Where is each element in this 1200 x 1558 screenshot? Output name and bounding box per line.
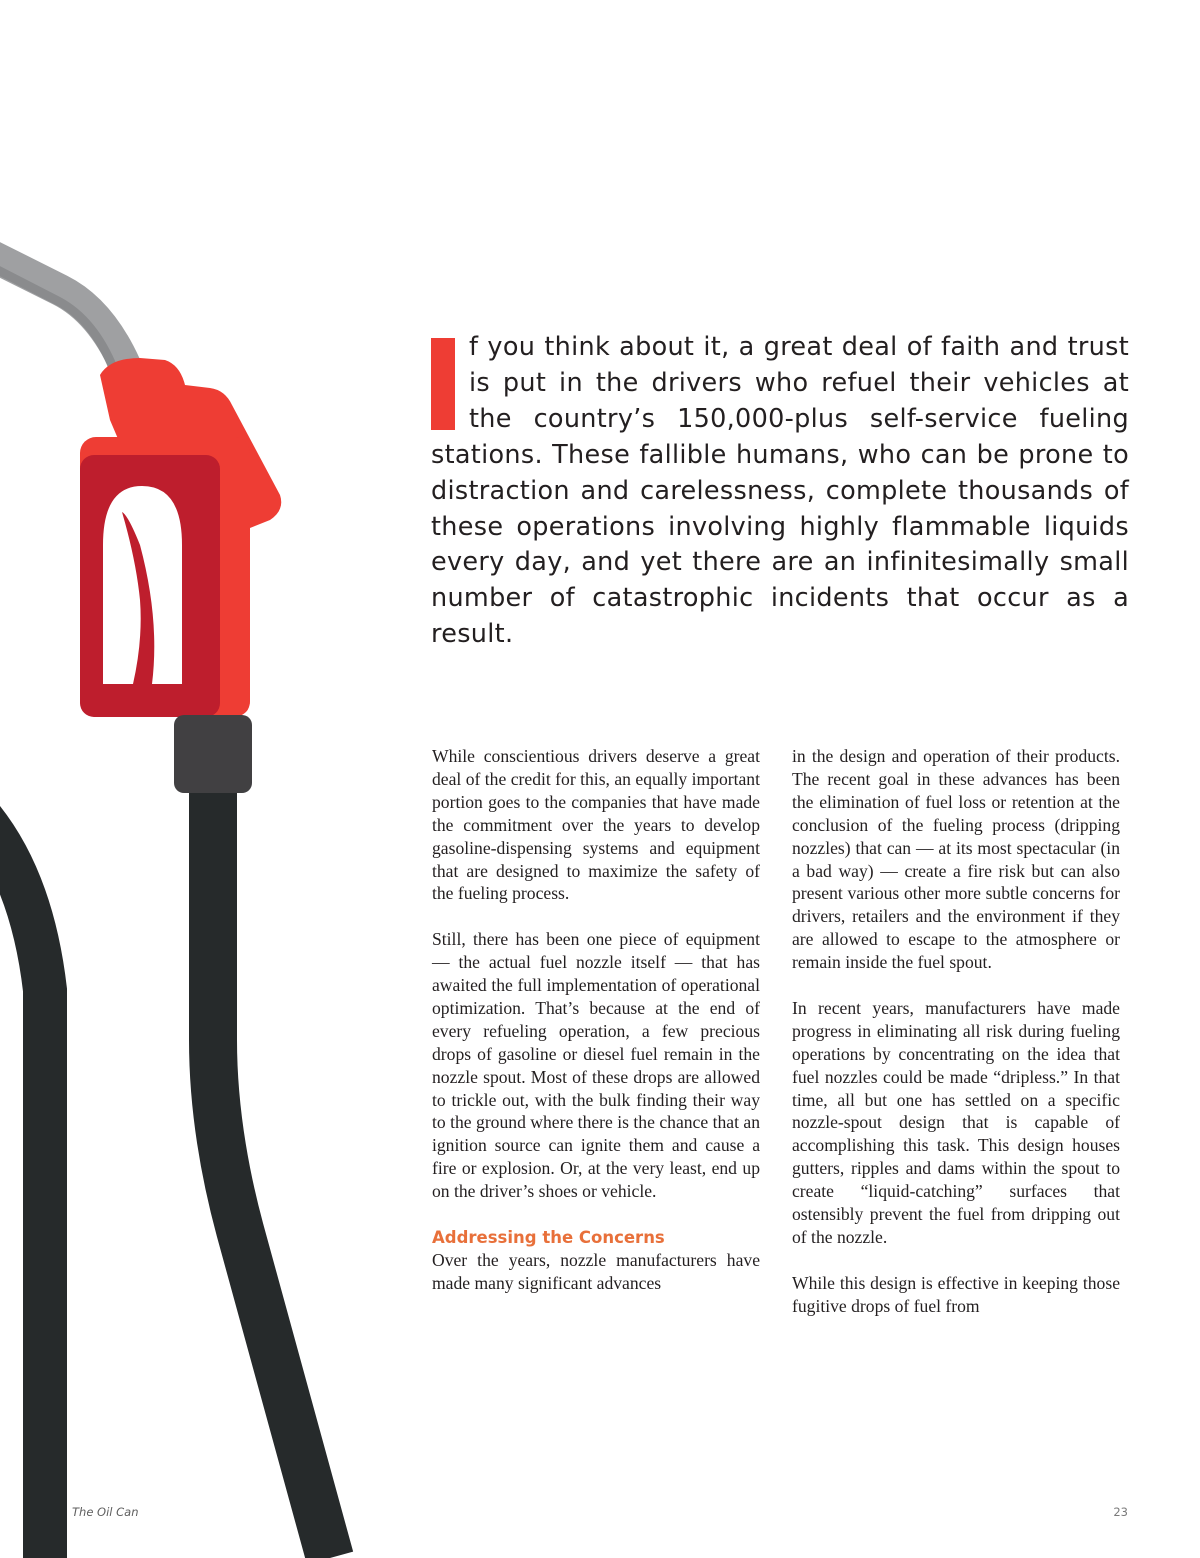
body-paragraph: Over the years, nozzle manufacturers have made many significant advances bbox=[432, 1250, 760, 1293]
hose-curve-left bbox=[0, 795, 45, 1558]
publication-name: The Oil Can bbox=[72, 1505, 139, 1519]
article-column-left bbox=[432, 745, 760, 1295]
body-paragraph: While this design is effective in keeping those fugitive drops of fuel from bbox=[792, 1272, 1120, 1316]
hose-main bbox=[213, 770, 330, 1558]
lead-paragraph bbox=[431, 330, 1129, 653]
dropcap-bar bbox=[431, 338, 455, 430]
lead-text: f you think about it, a great deal of faith and trust is put in the drivers who refuel their vehicles at the country’s 150,000-plus self-service fueling stations. These fallible humans, who can be prone to distraction and carelessness, complete thousands of these operations involving highly flammable liquids every day, and yet there are an infinitesimally small number of catastrophic incidents that occur as a result. bbox=[431, 332, 1129, 650]
page-number: 23 bbox=[1113, 1505, 1128, 1519]
section-heading: Addressing the Concerns bbox=[432, 1228, 665, 1247]
body-paragraph: In recent years, manufacturers have made progress in eliminating all risk during fueling operations by concentrating on the idea that fuel nozzles could be made “dripless.” In that time, all but one has settled on a specific nozzle-spout design that is capable of accomplishing this task. This design houses gutters, ripples and dams within the spout to create “liquid-catching” surfaces that ostensibly prevent the fuel from dripping out of the nozzle. bbox=[792, 997, 1120, 1248]
article-column-right bbox=[792, 745, 1120, 1318]
body-paragraph: Still, there has been one piece of equipment — the actual fuel nozzle itself — that has awaited the full implementation of operational optimization. That’s because at the end of every refueling operation, a few precious drops of gasoline or diesel fuel remain in the nozzle spout. Most of these drops are allowed to trickle out, with the bulk finding their way to the ground where there is the chance that an ignition source can ignite them and cause a fire or explosion. Or, at the very least, end up on the driver’s shoes or vehicle. bbox=[432, 929, 760, 1202]
nozzle-collar bbox=[174, 715, 252, 793]
body-paragraph: in the design and operation of their products. The recent goal in these advances has been the elimination of fuel loss or retention at the conclusion of the fueling process (dripping nozzles) that can — at its most spectacular (in a bad way) — create a fire risk but can also present various other more subtle concerns for drivers, retailers and the environment if they are allowed to escape to the atmosphere or remain inside the fuel spout. bbox=[792, 746, 1120, 973]
body-paragraph: While conscientious drivers deserve a great deal of the credit for this, an equally important portion goes to the companies that have made the commitment over the years to develop gasoline-dispensing systems and equipment that are designed to maximize the safety of the fueling process. bbox=[432, 746, 760, 904]
